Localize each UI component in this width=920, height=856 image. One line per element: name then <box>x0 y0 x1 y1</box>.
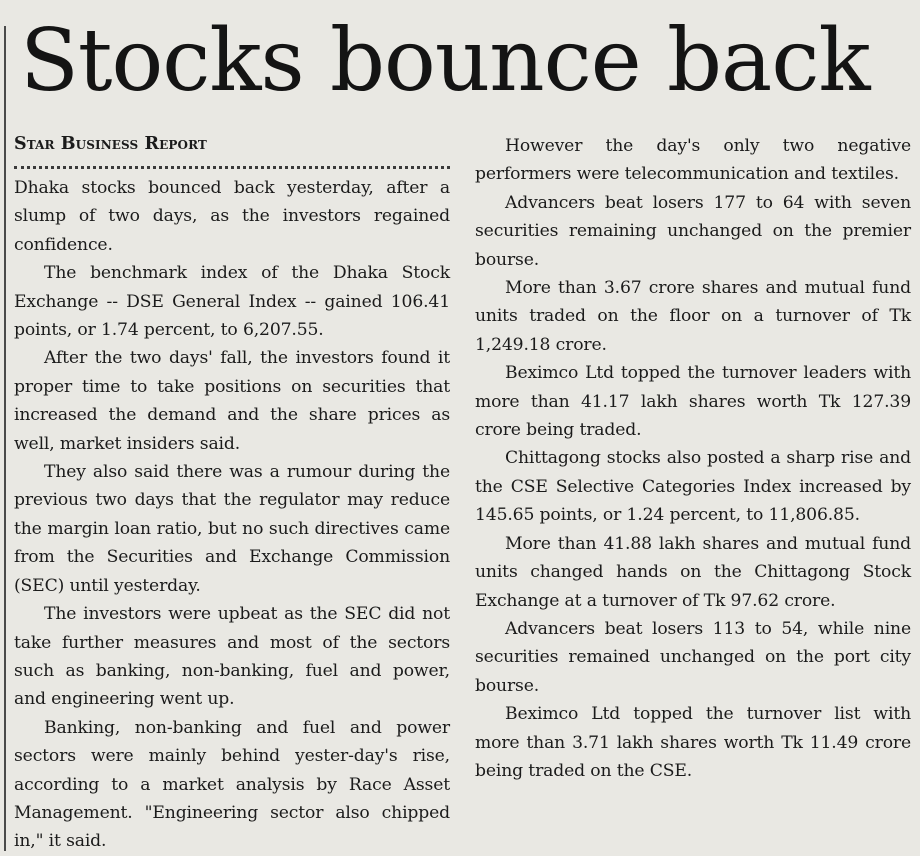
paragraph: Advancers beat losers 113 to 54, while nine securities remained unchanged on the port city bourse. <box>475 618 911 696</box>
paragraph: Beximco Ltd topped the turnover list with more than 3.71 lakh shares worth Tk 11.49 crore being traded on the CSE. <box>475 704 911 781</box>
paragraph: More than 3.67 crore shares and mutual fund units traded on the floor on a turnover of Tk 1,249.18 crore. <box>475 278 911 355</box>
column-left <box>14 130 450 856</box>
paragraph: More than 41.88 lakh shares and mutual fund units changed hands on the Chittagong Stock Exchange at a turnover of Tk 97.62 crore. <box>475 533 911 611</box>
dotted-divider <box>14 166 450 169</box>
paragraph: Chittagong stocks also posted a sharp rise and the CSE Selective Categories Index increased by 145.65 points, or 1.24 percent, to 11,806.85. <box>475 448 911 526</box>
paragraph: After the two days' fall, the investors found it proper time to take positions on securities that increased the demand and the share prices as well, market insiders said. <box>14 348 450 454</box>
paragraph: The investors were upbeat as the SEC did not take further measures and most of the sectors such as banking, non-banking, fuel and power, and engineering went up. <box>14 604 450 710</box>
paragraph: Dhaka stocks bounced back yesterday, after a slump of two days, as the investors regained confidence. <box>14 178 450 255</box>
paragraph: The benchmark index of the Dhaka Stock Exchange -- DSE General Index -- gained 106.41 points, or 1.74 percent, to 6,207.55. <box>14 263 450 341</box>
headline: Stocks bounce back <box>20 11 870 111</box>
column-rule <box>4 26 6 851</box>
paragraph: They also said there was a rumour during the previous two days that the regulator may reduce the margin loan ratio, but no such directives came from the Securities and Exchange Commission (SEC) until yesterday. <box>14 462 450 596</box>
paragraph: However the day's only two negative performers were telecommunication and textiles. <box>475 136 911 185</box>
byline: Star Business Report <box>14 134 207 154</box>
column-right <box>475 132 911 785</box>
paragraph: Banking, non-banking and fuel and power sectors were mainly behind yester-day's rise, according to a market analysis by Race Asset Management. "Engineering sector also chipped in," it said. <box>14 717 450 852</box>
paragraph: Advancers beat losers 177 to 64 with seven securities remaining unchanged on the premier bourse. <box>475 192 911 270</box>
paragraph: Beximco Ltd topped the turnover leaders with more than 41.17 lakh shares worth Tk 127.39 crore being traded. <box>475 363 911 441</box>
